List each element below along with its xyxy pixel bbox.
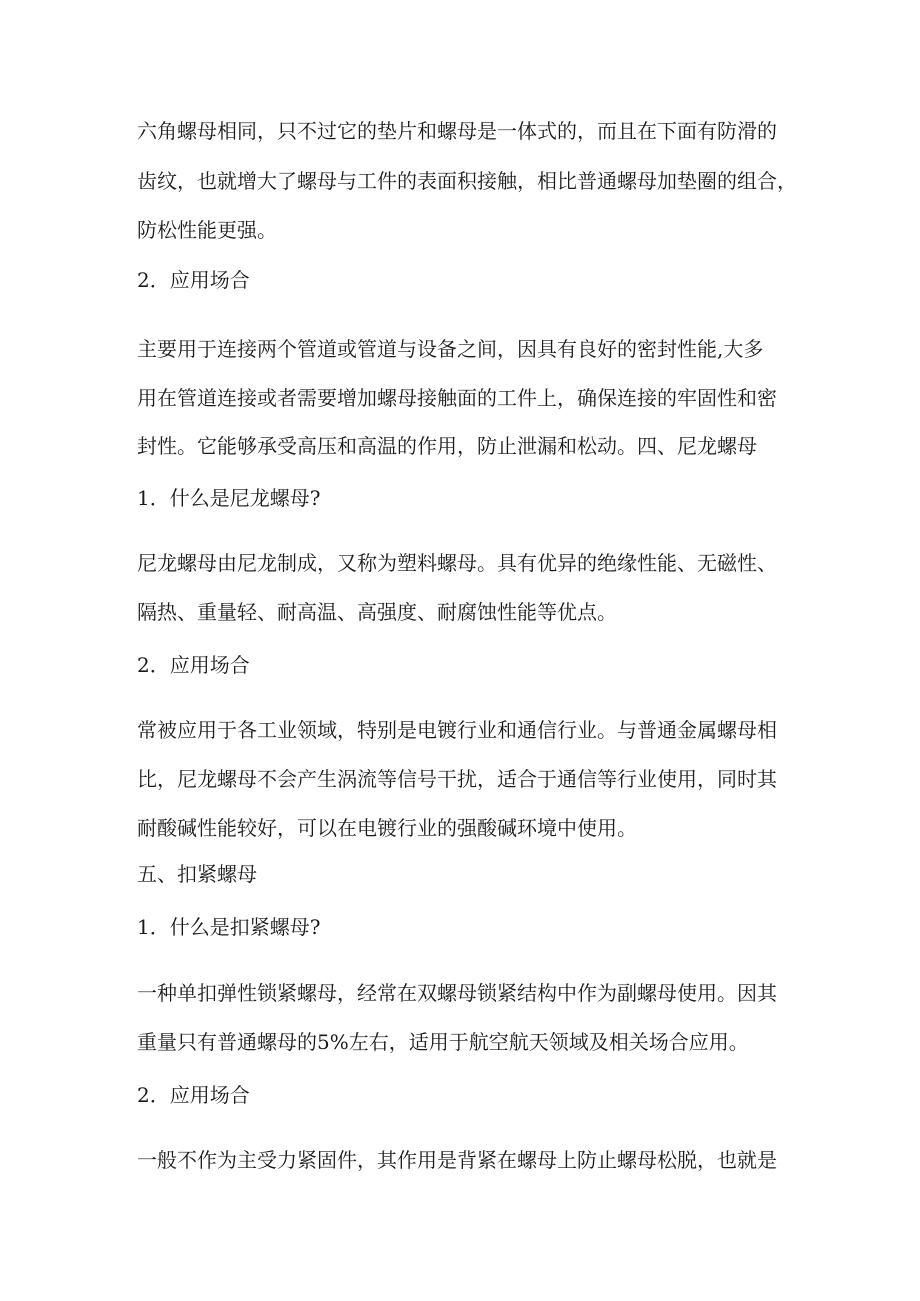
section-heading: 1．什么是扣紧螺母? xyxy=(137,915,321,939)
paragraph-line: 重量只有普通螺母的5%左右，适用于航空航天领域及相关场合应用。 xyxy=(137,1030,749,1054)
paragraph-line: 隔热、重量轻、耐高温、高强度、耐腐蚀性能等优点。 xyxy=(137,600,617,624)
paragraph-line: 六角螺母相同，只不过它的垫片和螺母是一体式的，而且在下面有防滑的 xyxy=(137,119,777,143)
section-heading: 2．应用场合 xyxy=(137,1083,250,1107)
paragraph-line: 一种单扣弹性锁紧螺母，经常在双螺母锁紧结构中作为副螺母使用。因其 xyxy=(137,981,777,1005)
paragraph-line: 齿纹，也就增大了螺母与工件的表面积接触，相比普通螺母加垫圈的组合， xyxy=(137,169,797,193)
paragraph-line: 常被应用于各工业领域，特别是电镀行业和通信行业。与普通金属螺母相 xyxy=(137,718,777,742)
paragraph-line: 用在管道连接或者需要增加螺母接触面的工件上，确保连接的牢固性和密 xyxy=(137,386,777,410)
paragraph-line: 耐酸碱性能较好，可以在电镀行业的强酸碱环境中使用。 xyxy=(137,816,637,840)
section-heading: 2．应用场合 xyxy=(137,653,250,677)
paragraph-line: 防松性能更强。 xyxy=(137,218,277,242)
paragraph-line: 主要用于连接两个管道或管道与设备之间，因具有良好的密封性能,大多 xyxy=(137,337,764,361)
paragraph-line: 比，尼龙螺母不会产生涡流等信号干扰，适合于通信等行业使用，同时其 xyxy=(137,767,777,791)
paragraph-line: 尼龙螺母由尼龙制成，又称为塑料螺母。具有优异的绝缘性能、无磁性、 xyxy=(137,551,777,575)
section-heading: 2．应用场合 xyxy=(137,268,250,292)
section-heading: 五、扣紧螺母 xyxy=(137,862,257,886)
section-heading: 1．什么是尼龙螺母? xyxy=(137,486,321,510)
paragraph-line: 封性。它能够承受高压和高温的作用，防止泄漏和松动。四、尼龙螺母 xyxy=(137,434,757,458)
paragraph-line: 一般不作为主受力紧固件，其作用是背紧在螺母上防止螺母松脱，也就是 xyxy=(137,1148,777,1172)
